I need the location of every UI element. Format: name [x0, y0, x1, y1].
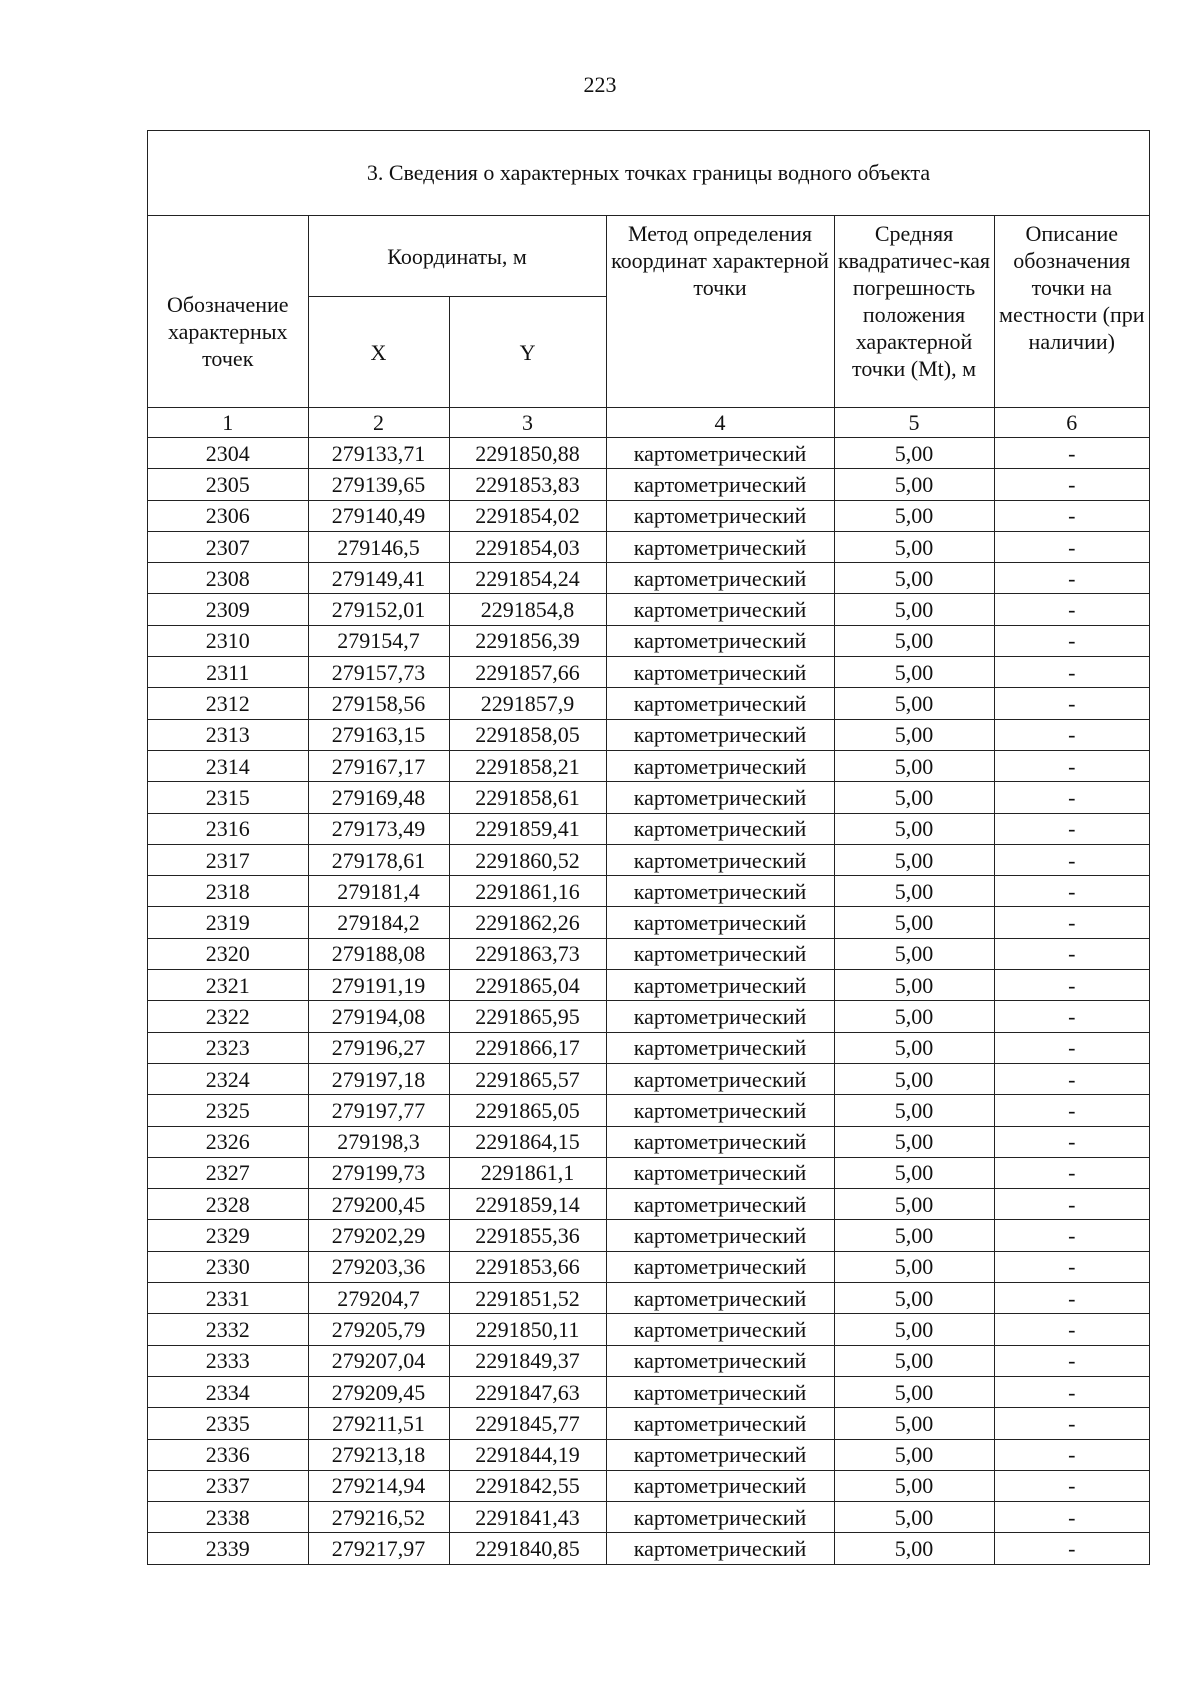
description: -: [994, 1189, 1149, 1220]
method: картометрический: [606, 625, 834, 656]
column-number: 5: [834, 408, 994, 438]
coord-x: 279139,65: [308, 469, 449, 500]
description: -: [994, 1439, 1149, 1470]
coord-y: 2291858,21: [449, 750, 606, 781]
coord-y: 2291863,73: [449, 938, 606, 969]
coord-x: 279146,5: [308, 531, 449, 562]
coord-y: 2291850,88: [449, 438, 606, 469]
point-designation: 2325: [148, 1095, 308, 1126]
table-row: [148, 1032, 1149, 1063]
method: картометрический: [606, 1470, 834, 1501]
coord-y: 2291854,24: [449, 563, 606, 594]
coord-x: 279211,51: [308, 1408, 449, 1439]
method: картометрический: [606, 782, 834, 813]
error-mt: 5,00: [834, 750, 994, 781]
description: -: [994, 438, 1149, 469]
coord-y: 2291865,05: [449, 1095, 606, 1126]
header-row: [148, 216, 1149, 297]
method: картометрический: [606, 813, 834, 844]
coord-y: 2291860,52: [449, 844, 606, 875]
method: картометрический: [606, 438, 834, 469]
method: картометрический: [606, 1376, 834, 1407]
point-designation: 2320: [148, 938, 308, 969]
method: картометрический: [606, 750, 834, 781]
table-row: [148, 594, 1149, 625]
table-row: [148, 625, 1149, 656]
table-body: [148, 438, 1149, 1565]
column-number: 4: [606, 408, 834, 438]
coord-y: 2291865,95: [449, 1001, 606, 1032]
point-designation: 2321: [148, 970, 308, 1001]
coord-x: 279133,71: [308, 438, 449, 469]
coord-y: 2291857,66: [449, 657, 606, 688]
error-mt: 5,00: [834, 657, 994, 688]
coord-y: 2291841,43: [449, 1502, 606, 1533]
method: картометрический: [606, 500, 834, 531]
table-row: [148, 1157, 1149, 1188]
coord-y: 2291840,85: [449, 1533, 606, 1564]
point-designation: 2333: [148, 1345, 308, 1376]
description: -: [994, 813, 1149, 844]
description: -: [994, 750, 1149, 781]
coord-x: 279205,79: [308, 1314, 449, 1345]
method: картометрический: [606, 1502, 834, 1533]
table-row: [148, 1283, 1149, 1314]
coord-x: 279188,08: [308, 938, 449, 969]
error-mt: 5,00: [834, 594, 994, 625]
coord-y: 2291849,37: [449, 1345, 606, 1376]
coord-y: 2291854,8: [449, 594, 606, 625]
description: -: [994, 1220, 1149, 1251]
point-designation: 2309: [148, 594, 308, 625]
point-designation: 2310: [148, 625, 308, 656]
error-mt: 5,00: [834, 813, 994, 844]
coord-y: 2291854,02: [449, 500, 606, 531]
table-row: [148, 750, 1149, 781]
coord-y: 2291858,61: [449, 782, 606, 813]
method: картометрический: [606, 1220, 834, 1251]
method: картометрический: [606, 876, 834, 907]
description: -: [994, 469, 1149, 500]
point-designation: 2318: [148, 876, 308, 907]
coord-x: 279203,36: [308, 1251, 449, 1282]
coord-y: 2291856,39: [449, 625, 606, 656]
coord-y: 2291847,63: [449, 1376, 606, 1407]
description: -: [994, 625, 1149, 656]
point-designation: 2324: [148, 1063, 308, 1094]
error-mt: 5,00: [834, 782, 994, 813]
coord-x: 279217,97: [308, 1533, 449, 1564]
table-row: [148, 907, 1149, 938]
error-mt: 5,00: [834, 1032, 994, 1063]
description: -: [994, 657, 1149, 688]
method: картометрический: [606, 657, 834, 688]
coord-y: 2291855,36: [449, 1220, 606, 1251]
description: -: [994, 1126, 1149, 1157]
error-mt: 5,00: [834, 1063, 994, 1094]
point-designation: 2327: [148, 1157, 308, 1188]
column-number: 1: [148, 408, 308, 438]
point-designation: 2319: [148, 907, 308, 938]
point-designation: 2313: [148, 719, 308, 750]
coord-y: 2291853,66: [449, 1251, 606, 1282]
method: картометрический: [606, 1126, 834, 1157]
description: -: [994, 1001, 1149, 1032]
method: картометрический: [606, 1439, 834, 1470]
point-designation: 2314: [148, 750, 308, 781]
error-mt: 5,00: [834, 876, 994, 907]
method: картометрический: [606, 688, 834, 719]
point-designation: 2326: [148, 1126, 308, 1157]
coord-y: 2291861,16: [449, 876, 606, 907]
table-row: [148, 688, 1149, 719]
description: -: [994, 719, 1149, 750]
table-row: [148, 719, 1149, 750]
point-designation: 2308: [148, 563, 308, 594]
coord-y: 2291854,03: [449, 531, 606, 562]
coord-y: 2291842,55: [449, 1470, 606, 1501]
error-mt: 5,00: [834, 938, 994, 969]
description: -: [994, 1376, 1149, 1407]
method: картометрический: [606, 594, 834, 625]
description: -: [994, 907, 1149, 938]
error-mt: 5,00: [834, 907, 994, 938]
description: -: [994, 1157, 1149, 1188]
error-mt: 5,00: [834, 688, 994, 719]
error-mt: 5,00: [834, 1439, 994, 1470]
method: картометрический: [606, 907, 834, 938]
header-error: Средняя квадратичес-кая погрешность положения характерной точки (Mt), м: [834, 216, 994, 408]
point-designation: 2307: [148, 531, 308, 562]
method: картометрический: [606, 970, 834, 1001]
point-designation: 2322: [148, 1001, 308, 1032]
table-row: [148, 970, 1149, 1001]
table-row: [148, 1189, 1149, 1220]
error-mt: 5,00: [834, 1345, 994, 1376]
coord-y: 2291850,11: [449, 1314, 606, 1345]
method: картометрический: [606, 1345, 834, 1376]
coord-x: 279216,52: [308, 1502, 449, 1533]
method: картометрический: [606, 1095, 834, 1126]
point-designation: 2328: [148, 1189, 308, 1220]
description: -: [994, 1314, 1149, 1345]
point-designation: 2329: [148, 1220, 308, 1251]
point-designation: 2332: [148, 1314, 308, 1345]
description: -: [994, 1533, 1149, 1564]
error-mt: 5,00: [834, 1283, 994, 1314]
method: картометрический: [606, 1157, 834, 1188]
description: -: [994, 1283, 1149, 1314]
coord-x: 279163,15: [308, 719, 449, 750]
coord-x: 279169,48: [308, 782, 449, 813]
point-designation: 2312: [148, 688, 308, 719]
error-mt: 5,00: [834, 469, 994, 500]
coord-x: 279194,08: [308, 1001, 449, 1032]
point-designation: 2323: [148, 1032, 308, 1063]
method: картометрический: [606, 1032, 834, 1063]
coord-x: 279149,41: [308, 563, 449, 594]
coord-x: 279204,7: [308, 1283, 449, 1314]
description: -: [994, 500, 1149, 531]
column-number: 3: [449, 408, 606, 438]
point-designation: 2315: [148, 782, 308, 813]
method: картометрический: [606, 531, 834, 562]
table-row: [148, 1345, 1149, 1376]
coord-x: 279198,3: [308, 1126, 449, 1157]
point-designation: 2337: [148, 1470, 308, 1501]
point-designation: 2330: [148, 1251, 308, 1282]
description: -: [994, 531, 1149, 562]
table-row: [148, 1470, 1149, 1501]
coord-y: 2291865,04: [449, 970, 606, 1001]
coord-x: 279207,04: [308, 1345, 449, 1376]
method: картометрический: [606, 469, 834, 500]
description: -: [994, 1095, 1149, 1126]
coord-y: 2291862,26: [449, 907, 606, 938]
method: картометрический: [606, 1283, 834, 1314]
error-mt: 5,00: [834, 844, 994, 875]
coord-x: 279167,17: [308, 750, 449, 781]
table-row: [148, 1095, 1149, 1126]
coord-x: 279209,45: [308, 1376, 449, 1407]
description: -: [994, 1470, 1149, 1501]
method: картометрический: [606, 1063, 834, 1094]
error-mt: 5,00: [834, 1408, 994, 1439]
coord-x: 279178,61: [308, 844, 449, 875]
table-row: [148, 876, 1149, 907]
description: -: [994, 1345, 1149, 1376]
table-row: [148, 1533, 1149, 1564]
column-number: 2: [308, 408, 449, 438]
error-mt: 5,00: [834, 1376, 994, 1407]
description: -: [994, 1408, 1149, 1439]
point-designation: 2306: [148, 500, 308, 531]
description: -: [994, 876, 1149, 907]
description: -: [994, 563, 1149, 594]
point-designation: 2317: [148, 844, 308, 875]
table-row: [148, 438, 1149, 469]
coord-y: 2291844,19: [449, 1439, 606, 1470]
coord-x: 279191,19: [308, 970, 449, 1001]
method: картометрический: [606, 563, 834, 594]
coord-x: 279214,94: [308, 1470, 449, 1501]
coord-y: 2291853,83: [449, 469, 606, 500]
coord-x: 279197,77: [308, 1095, 449, 1126]
error-mt: 5,00: [834, 719, 994, 750]
coord-y: 2291858,05: [449, 719, 606, 750]
table-row: [148, 1439, 1149, 1470]
error-mt: 5,00: [834, 1314, 994, 1345]
table-row: [148, 1314, 1149, 1345]
method: картометрический: [606, 719, 834, 750]
coord-x: 279184,2: [308, 907, 449, 938]
column-number: 6: [994, 408, 1149, 438]
table-row: [148, 1001, 1149, 1032]
error-mt: 5,00: [834, 438, 994, 469]
header-description: Описание обозначения точки на местности (при наличии): [994, 216, 1149, 408]
coord-x: 279154,7: [308, 625, 449, 656]
table-row: [148, 1376, 1149, 1407]
header-coordinates: Координаты, м: [308, 216, 606, 297]
description: -: [994, 1251, 1149, 1282]
description: -: [994, 1063, 1149, 1094]
error-mt: 5,00: [834, 625, 994, 656]
point-designation: 2311: [148, 657, 308, 688]
table-row: [148, 563, 1149, 594]
point-designation: 2304: [148, 438, 308, 469]
coord-y: 2291864,15: [449, 1126, 606, 1157]
table-row: [148, 1251, 1149, 1282]
coord-x: 279140,49: [308, 500, 449, 531]
header-x: X: [308, 297, 449, 408]
method: картометрический: [606, 1408, 834, 1439]
coord-x: 279202,29: [308, 1220, 449, 1251]
table-row: [148, 844, 1149, 875]
method: картометрический: [606, 1001, 834, 1032]
table-row: [148, 1408, 1149, 1439]
point-designation: 2338: [148, 1502, 308, 1533]
method: картометрический: [606, 938, 834, 969]
coord-x: 279173,49: [308, 813, 449, 844]
description: -: [994, 1032, 1149, 1063]
coord-y: 2291859,14: [449, 1189, 606, 1220]
table-row: [148, 531, 1149, 562]
coord-x: 279158,56: [308, 688, 449, 719]
section-title: 3. Сведения о характерных точках границы водного объекта: [148, 131, 1149, 216]
coord-y: 2291865,57: [449, 1063, 606, 1094]
error-mt: 5,00: [834, 531, 994, 562]
coord-x: 279152,01: [308, 594, 449, 625]
table-row: [148, 938, 1149, 969]
table-row: [148, 1063, 1149, 1094]
error-mt: 5,00: [834, 1251, 994, 1282]
description: -: [994, 844, 1149, 875]
header-designation: Обозначение характерных точек: [148, 216, 308, 408]
method: картометрический: [606, 1314, 834, 1345]
table-row: [148, 1126, 1149, 1157]
method: картометрический: [606, 844, 834, 875]
table-row: [148, 500, 1149, 531]
description: -: [994, 938, 1149, 969]
header-y: Y: [449, 297, 606, 408]
table-row: [148, 469, 1149, 500]
coord-y: 2291866,17: [449, 1032, 606, 1063]
table-row: [148, 1220, 1149, 1251]
error-mt: 5,00: [834, 1502, 994, 1533]
error-mt: 5,00: [834, 500, 994, 531]
coord-x: 279200,45: [308, 1189, 449, 1220]
error-mt: 5,00: [834, 1220, 994, 1251]
boundary-points-table-frame: [147, 130, 1150, 1565]
coord-y: 2291851,52: [449, 1283, 606, 1314]
error-mt: 5,00: [834, 563, 994, 594]
description: -: [994, 688, 1149, 719]
description: -: [994, 782, 1149, 813]
table-row: [148, 813, 1149, 844]
error-mt: 5,00: [834, 1189, 994, 1220]
coord-y: 2291857,9: [449, 688, 606, 719]
coord-x: 279181,4: [308, 876, 449, 907]
header-method: Метод определения координат характерной точки: [606, 216, 834, 408]
error-mt: 5,00: [834, 970, 994, 1001]
point-designation: 2331: [148, 1283, 308, 1314]
point-designation: 2334: [148, 1376, 308, 1407]
coord-y: 2291861,1: [449, 1157, 606, 1188]
error-mt: 5,00: [834, 1533, 994, 1564]
point-designation: 2336: [148, 1439, 308, 1470]
table-row: [148, 1502, 1149, 1533]
table-row: [148, 657, 1149, 688]
method: картометрический: [606, 1251, 834, 1282]
description: -: [994, 970, 1149, 1001]
point-designation: 2335: [148, 1408, 308, 1439]
coord-x: 279157,73: [308, 657, 449, 688]
point-designation: 2305: [148, 469, 308, 500]
point-designation: 2339: [148, 1533, 308, 1564]
coord-x: 279199,73: [308, 1157, 449, 1188]
description: -: [994, 594, 1149, 625]
error-mt: 5,00: [834, 1095, 994, 1126]
coord-y: 2291845,77: [449, 1408, 606, 1439]
method: картометрический: [606, 1189, 834, 1220]
column-number-row: [148, 408, 1149, 438]
point-designation: 2316: [148, 813, 308, 844]
page-number: 223: [583, 72, 617, 97]
error-mt: 5,00: [834, 1470, 994, 1501]
coord-x: 279196,27: [308, 1032, 449, 1063]
description: -: [994, 1502, 1149, 1533]
coord-y: 2291859,41: [449, 813, 606, 844]
table-row: [148, 782, 1149, 813]
coord-x: 279213,18: [308, 1439, 449, 1470]
error-mt: 5,00: [834, 1126, 994, 1157]
error-mt: 5,00: [834, 1001, 994, 1032]
boundary-points-table: [148, 216, 1149, 1565]
coord-x: 279197,18: [308, 1063, 449, 1094]
error-mt: 5,00: [834, 1157, 994, 1188]
method: картометрический: [606, 1533, 834, 1564]
